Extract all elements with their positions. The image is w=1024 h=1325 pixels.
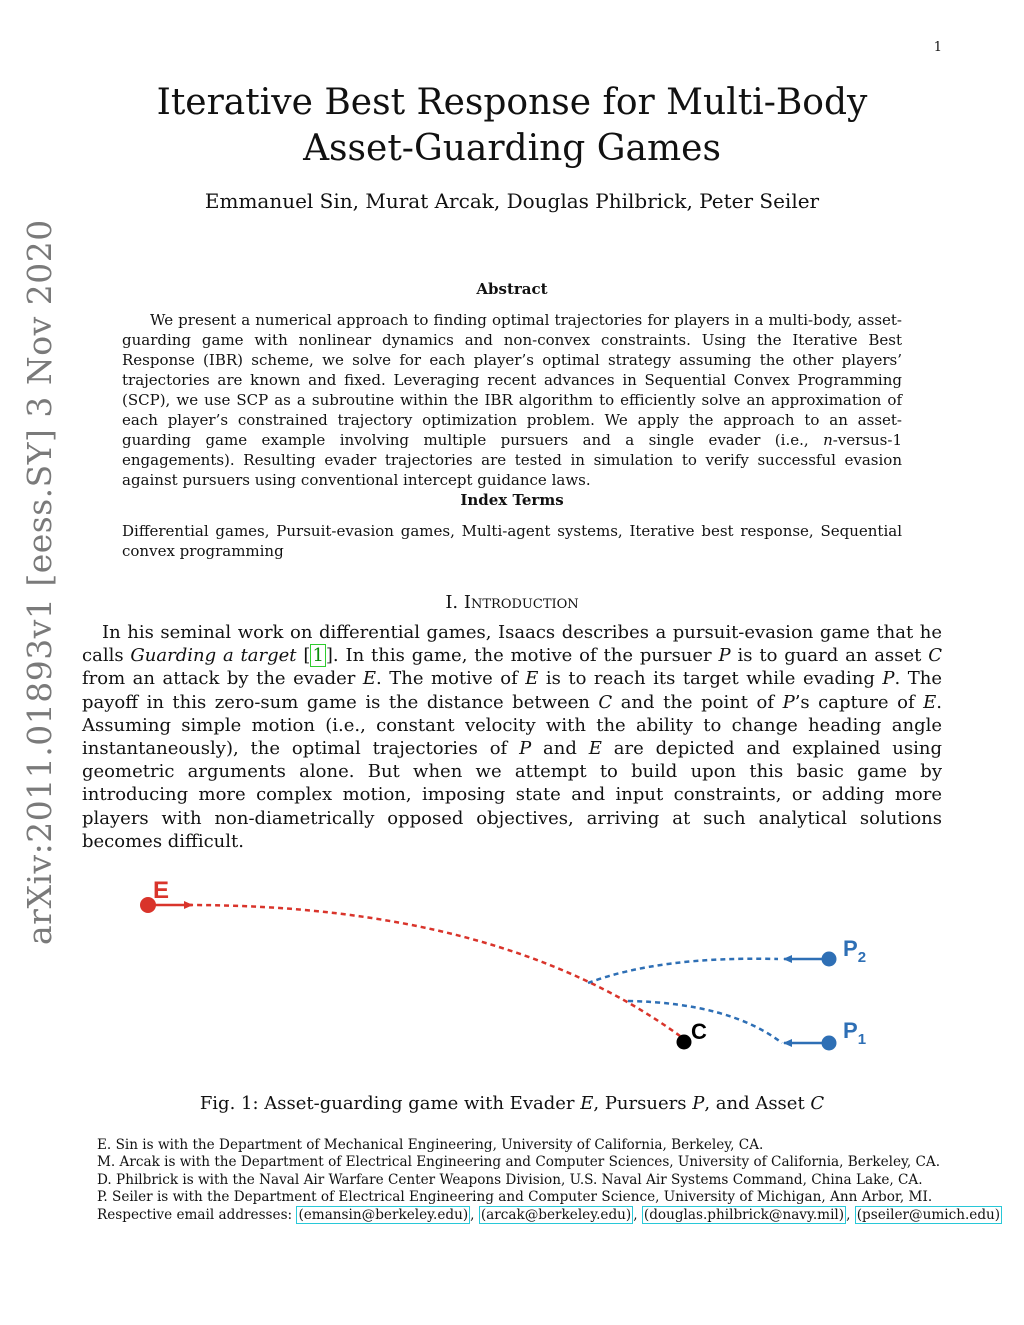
paren: ) (462, 1206, 469, 1223)
email-text: douglas.philbrick@navy.mil (649, 1206, 839, 1223)
email-link-philbrick[interactable] (642, 1206, 846, 1224)
footnote-sin: E. Sin is with the Department of Mechanical Engineering, University of California, Berkeley, CA. (97, 1137, 764, 1153)
math-e: E (923, 691, 937, 713)
paren: ( (643, 1206, 650, 1223)
asset-marker (677, 1035, 692, 1050)
math-p: P (782, 691, 795, 713)
intro-text-segment: . The payoff in this zero-sum game is the distance between (82, 668, 943, 713)
citation-link-1[interactable]: 1 (312, 645, 324, 667)
math-e: E (362, 668, 377, 690)
paper-title (100, 80, 924, 172)
pursuer-1-label: $P_1$ (843, 1018, 867, 1048)
email-link-sin[interactable] (296, 1206, 470, 1224)
caption-math-p: P (692, 1093, 705, 1114)
email-link-seiler[interactable] (855, 1206, 1002, 1224)
evader-trajectory (188, 905, 680, 1036)
math-p: P (519, 738, 532, 760)
intro-text-segment: is to guard an asset (730, 645, 929, 667)
intro-text-segment: ’s capture of (794, 691, 924, 713)
paren: ( (856, 1206, 863, 1223)
math-p: P (718, 645, 731, 667)
index-terms-text: Differential games, Pursuit-evasion games, Multi-agent systems, Iterative best response, Sequential convex programming (122, 522, 902, 560)
math-p: P (882, 668, 895, 690)
intro-text-segment: and the point of (612, 691, 783, 713)
email-prefix: Respective email addresses: (97, 1206, 297, 1223)
abstract-part-2: -versus-1 engagements). Resulting evader trajectories are tested in simulation to verify successful evasion against pursuers using conventional intercept guidance laws. (122, 431, 902, 489)
introduction-paragraph (82, 621, 942, 853)
pursuer-2-trajectory (588, 959, 778, 983)
abstract-heading: Abstract (476, 280, 548, 298)
abstract-n: n (823, 431, 833, 449)
paren: ) (838, 1206, 845, 1223)
email-text: emansin@berkeley.edu (303, 1206, 463, 1223)
caption-text: , Pursuers (593, 1093, 693, 1114)
paren: ( (480, 1206, 487, 1223)
section-title: Introduction (463, 592, 579, 613)
intro-text-segment: In his seminal work on differential games, Isaacs describes a pursuit-evasion game that he calls (82, 622, 942, 667)
caption-math-c: C (810, 1093, 825, 1114)
section-heading-introduction (100, 592, 924, 613)
separator: , (846, 1206, 855, 1223)
title-line-2: Asset-Guarding Games (303, 128, 721, 169)
paren: ) (994, 1206, 1001, 1223)
authors: Emmanuel Sin, Murat Arcak, Douglas Philbrick, Peter Seiler (204, 189, 820, 213)
math-c: C (598, 691, 613, 713)
intro-text-segment: . Assuming simple motion (i.e., constant velocity with the ability to change heading angle instantaneously), the optimal trajectories of (82, 691, 942, 760)
caption-math-e: E (580, 1093, 594, 1114)
intro-text-segment: are depicted and explained using geometric arguments alone. But when we attempt to build upon this basic game by introducing more complex motion, imposing state and input constraints, or adding more players with non-diametrically opposed objectives, arriving at such analytical solutions becomes difficult. (82, 738, 942, 852)
paren: ) (625, 1206, 632, 1223)
intro-text-segment: . The motive of (376, 668, 526, 690)
math-e: E (525, 668, 539, 690)
separator: , (470, 1206, 479, 1223)
citation-bracket: ] (325, 645, 333, 667)
footnote-philbrick: D. Philbrick is with the Naval Air Warfare Center Weapons Division, U.S. Naval Air Systems Command, China Lake, CA. (97, 1171, 923, 1188)
math-e: E (588, 738, 602, 760)
footnote-emails (97, 1206, 1001, 1224)
figure-asset-guarding-diagram (80, 868, 940, 1078)
footnote-arcak: M. Arcak is with the Department of Electrical Engineering and Computer Sciences, University of California, Berkeley, CA. (97, 1154, 941, 1171)
pursuer-2-label: $P_2$ (843, 936, 867, 966)
abstract-text (122, 310, 902, 490)
page-number: 1 (933, 40, 942, 55)
intro-italic-guarding: Guarding a target (130, 645, 297, 667)
email-link-arcak[interactable] (479, 1206, 633, 1224)
evader-label: E (153, 877, 170, 904)
paren: ( (298, 1206, 304, 1223)
citation-bracket: [ (303, 645, 311, 667)
index-terms-heading: Index Terms (460, 491, 564, 509)
intro-text-segment: . In this game, the motive of the pursuer (332, 645, 719, 667)
footnotes (97, 1137, 1001, 1224)
footnote-seiler: P. Seiler is with the Department of Electrical Engineering and Computer Science, University of Michigan, Ann Arbor, MI. (97, 1189, 933, 1206)
pursuer-1-marker (822, 1036, 837, 1051)
abstract-part-1: We present a numerical approach to finding optimal trajectories for players in a multi-body, asset-guarding game with nonlinear dynamics and non-convex constraints. Using the Iterative Best Response (IBR) scheme, we solve for each player’s optimal strategy assuming the other players’ trajectories are known and fixed. Leveraging recent advances in Sequential Convex Programming (SCP), we use SCP as a subroutine within the IBR algorithm to efficiently solve an approximation of each player’s constrained trajectory optimization problem. We apply the approach to an asset-guarding game example involving multiple pursuers and a single evader (i.e., (122, 311, 902, 449)
intro-text-segment: from an attack by the evader (82, 668, 363, 690)
email-text: pseiler@umich.edu (862, 1206, 995, 1223)
pursuer-2-marker (822, 952, 837, 967)
separator: , (633, 1206, 642, 1223)
title-line-1: Iterative Best Response for Multi-Body (156, 82, 868, 123)
intro-text-segment: is to reach its target while evading (538, 668, 883, 690)
section-numeral: I. (445, 592, 459, 613)
figure-caption (100, 1093, 924, 1114)
arxiv-identifier: arXiv:2011.01893v1 [eess.SY] 3 Nov 2020 (20, 219, 59, 945)
caption-text: Fig. 1: Asset-guarding game with Evader (199, 1093, 581, 1114)
email-text: arcak@berkeley.edu (486, 1206, 626, 1223)
intro-text-segment: and (531, 738, 589, 760)
caption-text: , and Asset (704, 1093, 811, 1114)
math-c: C (928, 645, 942, 667)
asset-label: C (691, 1019, 707, 1044)
